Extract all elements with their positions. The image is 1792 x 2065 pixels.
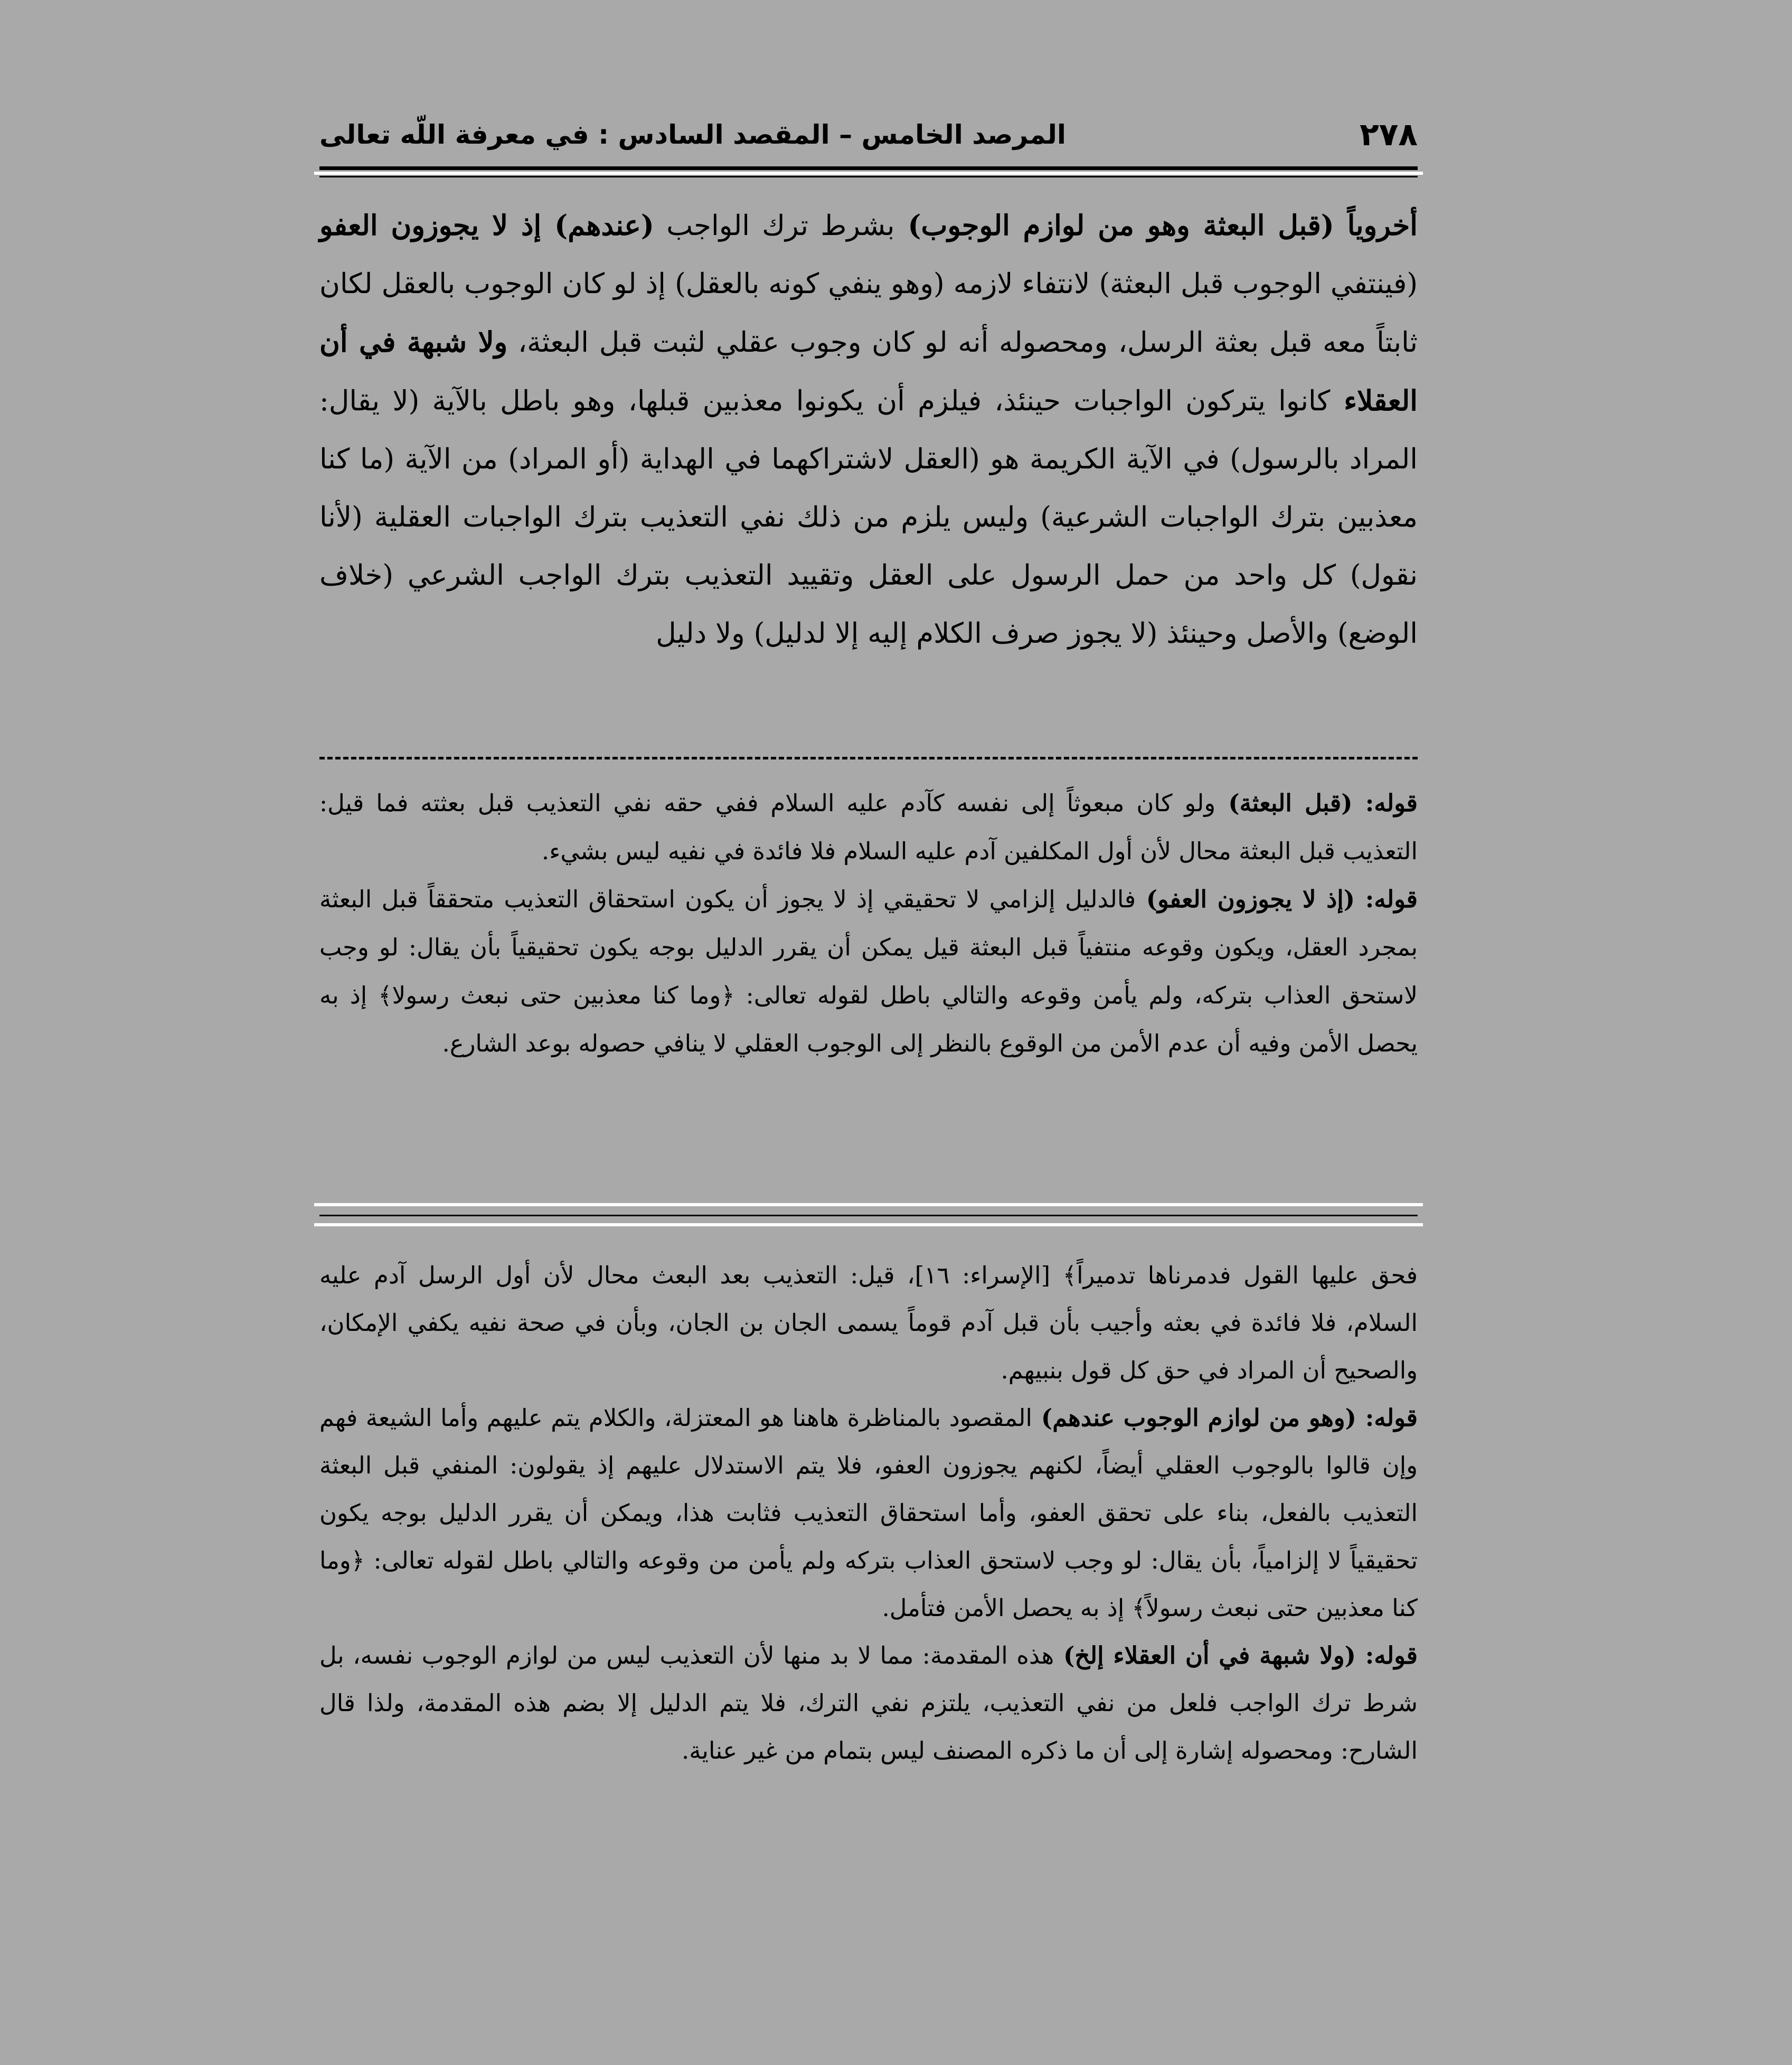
gloss-heading: قوله: (وهو من لوازم الوجوب عندهم) [1032, 1404, 1418, 1432]
text-run: ولا شبهة في أن العقلاء [319, 326, 1418, 417]
gloss-heading: قوله: (ولا شبهة في أن العقلاء إلخ) [1054, 1641, 1418, 1669]
text-run: المقصود بالمناظرة هاهنا هو المعتزلة، والكلام يتم عليهم وأما الشيعة فهم وإن قالوا بالوجوب العقلي أيضاً، لكنهم يجوزون العفو، فلا يتم الاستدلال عليهم إذ يقولون: المنفي قبل البعثة التعذيب بالفعل، بناء على تحقق العفو، وأما استحقاق التعذيب فثابت هذا، ويمكن أن يقرر الدليل بوجه يكون تحقيقياً لا إلزامياً، بأن يقال: لو وجب لاستحق العذاب بتركه ولم يأمن من وقوعه والتالي باطل لقوله تعالى: ﴿وما كنا معذبين حتى نبعث رسولاً﴾ إذ به يحصل الأمن فتأمل. [319, 1404, 1418, 1622]
page-number: ٢٧٨ [1360, 116, 1418, 153]
text-run: (عندهم) إذ لا يجوزون العفو [319, 209, 654, 242]
text-run: بشرط ترك الواجب [654, 210, 895, 242]
header-rule-thick [319, 166, 1418, 170]
book-page [319, 0, 1418, 2065]
text-run: فحق عليها القول فدمرناها تدميراً﴾ [الإسراء: ١٦]، قيل: التعذيب بعد البعث محال لأن أول الرسل آدم عليه السلام، فلا فائدة في بعثه وأجيب بأن قبل آدم قوماً يسمى الجان بن الجان، وبأن في صحة نفيه يكفي الإمكان، والصحيح أن المراد في حق كل قول بنبيهم. [319, 1261, 1418, 1384]
main-text [319, 196, 1418, 663]
running-title: المرصد الخامس – المقصد السادس : في معرفة اللّه تعالى [319, 119, 1066, 150]
section-rule-gap-bottom [314, 1223, 1423, 1226]
header-rule-gap [314, 172, 1423, 175]
commentary-paragraph [319, 1252, 1418, 1394]
commentary-separator [319, 757, 1418, 759]
gloss-heading: قوله: (إذ لا يجوزون العفو) [1136, 885, 1418, 913]
text-run: كانوا يتركون الواجبات حينئذ، فيلزم أن يكونوا معذبين قبلها، وهو باطل بالآية (لا يقال: المراد بالرسول) في الآية الكريمة هو (العقل لاشتراكهما في الهداية (أو المراد) من الآية (ما كنا معذبين بترك الواجبات الشرعية) وليس يلزم من ذلك نفي التعذيب بترك الواجبات العقلية (لأنا نقول) كل واحد من حمل الرسول على العقل وتقييد التعذيب بترك الواجب الشرعي (خلاف الوضع) والأصل وحينئذ (لا يجوز صرف الكلام إليه إلا لدليل) ولا دليل [319, 385, 1418, 650]
text-run: (فينتفي الوجوب قبل البعثة) لانتفاء لازمه (وهو ينفي كونه بالعقل) إذ لو كان الوجوب بالعقل لكان ثابتاً معه قبل بعثة الرسل، ومحصوله أنه لو كان وجوب عقلي لثبت قبل البعثة، [319, 268, 1418, 359]
gloss-heading: قوله: (قبل البعثة) [1215, 789, 1418, 817]
commentary-lower [319, 1252, 1418, 1775]
text-run: فالدليل إلزامي لا تحقيقي إذ لا يجوز أن يكون استحقاق التعذيب متحققاً قبل البعثة بمجرد العقل، ويكون وقوعه منتفياً قبل البعثة قيل يمكن أن يقرر الدليل بوجه يكون تحقيقياً بأن يقال: لو وجب لاستحق العذاب بتركه، ولم يأمن وقوعه والتالي باطل لقوله تعالى: ﴿وما كنا معذبين حتى نبعث رسولا﴾ إذ به يحصل الأمن وفيه أن عدم الأمن من الوقوع بالنظر إلى الوجوب العقلي لا ينافي حصوله بوعد الشارع. [319, 885, 1418, 1057]
commentary-paragraph [319, 875, 1418, 1067]
commentary-paragraph [319, 1632, 1418, 1775]
section-rule [319, 1215, 1418, 1216]
main-paragraph [319, 196, 1418, 663]
commentary-upper [319, 779, 1418, 1067]
section-rule-gap-top [314, 1203, 1423, 1206]
commentary-paragraph [319, 1394, 1418, 1632]
text-run: ولو كان مبعوثاً إلى نفسه كآدم عليه السلام ففي حقه نفي التعذيب قبل بعثته فما قيل: التعذيب قبل البعثة محال لأن أول المكلفين آدم عليه السلام فلا فائدة في نفيه ليس بشيء. [319, 789, 1418, 865]
text-run: هذه المقدمة: مما لا بد منها لأن التعذيب ليس من لوازم الوجوب نفسه، بل شرط ترك الواجب فلعل من نفي التعذيب، يلتزم نفي الترك، فلا يتم الدليل إلا بضم هذه المقدمة، ولذا قال الشارح: ومحصوله إشارة إلى أن ما ذكره المصنف ليس بتمام من غير عناية. [319, 1641, 1418, 1764]
header-rule-thin [319, 176, 1418, 177]
text-run: أخروياً (قبل البعثة وهو من لوازم الوجوب) [894, 209, 1418, 242]
commentary-paragraph [319, 779, 1418, 875]
page-header [319, 114, 1418, 172]
